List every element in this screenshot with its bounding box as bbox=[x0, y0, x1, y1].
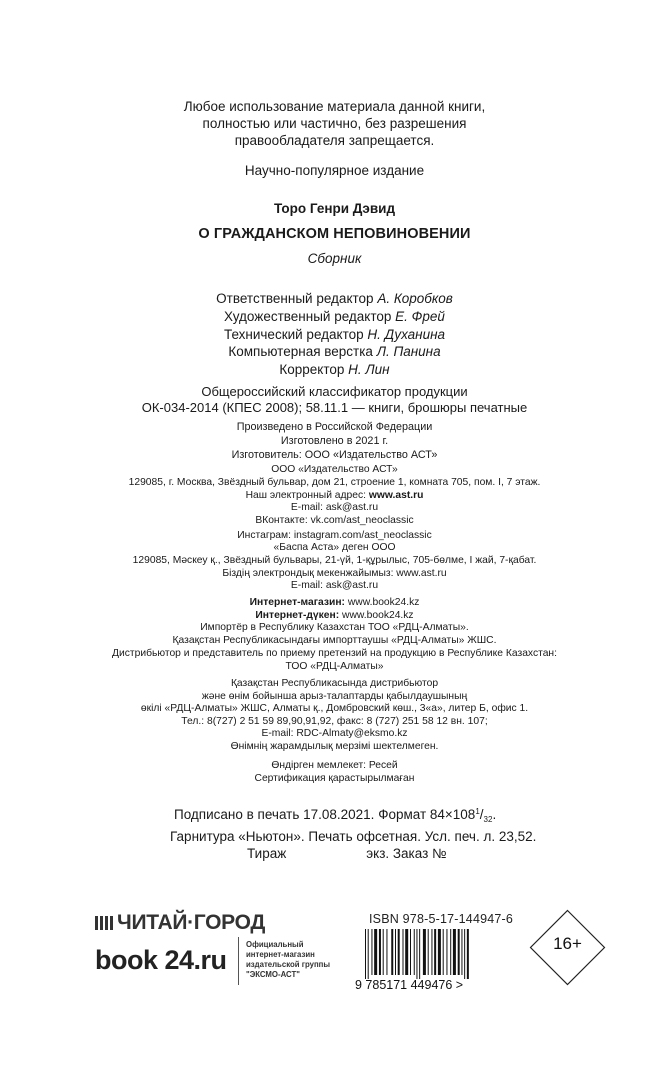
book24-logo: book 24.ru bbox=[95, 945, 227, 975]
internet-importer bbox=[0, 597, 669, 673]
logo-divider bbox=[238, 937, 239, 985]
copyright-notice bbox=[0, 98, 669, 149]
barcode-bar bbox=[379, 929, 381, 975]
barcode-bar bbox=[419, 929, 420, 979]
barcode-bar bbox=[450, 929, 451, 975]
barcode-digits: 9 785171 449476 > bbox=[355, 978, 464, 991]
barcode-bar bbox=[383, 929, 384, 975]
imprint-typeface: Гарнитура «Ньютон». Печать офсетная. Усл. печ. л. 23,52. bbox=[170, 829, 537, 844]
credits bbox=[0, 290, 669, 379]
book24-note: Официальный интернет-магазин издательской группы "ЭКСМО-АСТ" bbox=[246, 940, 331, 979]
barcode-bar bbox=[395, 929, 396, 975]
barcode-bar bbox=[410, 929, 411, 975]
distributor-line: Тел.: 8(727) 2 51 59 89,90,91,92, факс: 8 (727) 251 58 12 вн. 107; bbox=[181, 715, 488, 727]
importer-line: Дистрибьютор и представитель по приему претензий на продукцию в Республике Казахстан: bbox=[112, 647, 557, 659]
barcode-bar bbox=[428, 929, 429, 975]
barcode-bar bbox=[446, 929, 447, 975]
isbn: ISBN 978-5-17-144947-6 bbox=[369, 912, 514, 926]
barcode-bar bbox=[453, 929, 456, 975]
barcode-bar bbox=[391, 929, 393, 975]
chitai-gorod-mark-icon bbox=[95, 916, 113, 930]
barcode-bar bbox=[431, 929, 432, 975]
distributor-line: E-mail: RDC-Almaty@eksmo.kz bbox=[261, 728, 408, 740]
credit-art-editor: Художественный редактор Е. Фрей bbox=[224, 308, 445, 324]
distributor-line: Өнімнің жарамдылық мерзімі шектелмеген. bbox=[230, 740, 439, 752]
age-rating: 16+ bbox=[553, 934, 582, 953]
barcode-bar bbox=[443, 929, 444, 975]
distributor-line: және өнім бойынша арыз-талаптарды қабылдаушының bbox=[201, 690, 468, 702]
barcode-bar bbox=[458, 929, 460, 975]
origin-line: Өндірген мемлекет: Ресей bbox=[271, 760, 398, 771]
credit-layout: Компьютерная верстка Л. Панина bbox=[228, 344, 441, 360]
barcode-bar bbox=[398, 929, 400, 975]
origin-line: Сертификация қарастырылмаған bbox=[254, 772, 415, 784]
production-info bbox=[0, 420, 669, 462]
author: Торо Генри Дэвид bbox=[273, 201, 396, 216]
production-line: Произведено в Российской Федерации bbox=[236, 421, 433, 433]
credit-tech-editor: Технический редактор Н. Духанина bbox=[223, 326, 446, 342]
copyright-line: полностью или частично, без разрешения bbox=[202, 116, 467, 131]
production-line: Изготовитель: ООО «Издательство АСТ» bbox=[231, 449, 438, 461]
distributor-line: Қазақстан Республикасында дистрибьютор bbox=[230, 678, 439, 689]
copyright-line: Любое использование материала данной книги, bbox=[183, 99, 486, 114]
barcode-bar bbox=[423, 929, 426, 975]
barcode-icon bbox=[353, 929, 515, 991]
imprint-tirazh: Тираж экз. Заказ № bbox=[247, 846, 447, 861]
importer-line: Импортёр в Республику Казахстан ТОО «РДЦ-Алматы». bbox=[200, 622, 469, 634]
edition-type: Научно-популярное издание bbox=[244, 163, 425, 178]
publisher-kz-line: «Баспа Аста» деген ООО bbox=[273, 542, 396, 553]
barcode-bar bbox=[386, 929, 387, 975]
barcode-bar bbox=[368, 929, 369, 979]
publisher-kz bbox=[0, 542, 669, 593]
classifier-line: Общероссийский классификатор продукции bbox=[201, 384, 468, 399]
origin-info bbox=[0, 760, 669, 786]
importer-line: ТОО «РДЦ-Алматы» bbox=[285, 660, 384, 672]
publisher-name: ООО «Издательство АСТ» bbox=[271, 464, 398, 475]
importer-line: Қазақстан Республикасындағы импорттаушы «РДЦ-Алматы» ЖШС. bbox=[172, 635, 497, 647]
publisher-email: E-mail: ask@ast.ru bbox=[290, 502, 379, 514]
publisher-address: 129085, г. Москва, Звёздный бульвар, дом 21, строение 1, комната 705, пом. I, 7 этаж. bbox=[128, 476, 541, 488]
book-subtitle: Сборник bbox=[307, 251, 362, 266]
publisher-web: Наш электронный адрес: www.ast.ru bbox=[245, 489, 424, 501]
publisher-kz-line: E-mail: ask@ast.ru bbox=[290, 580, 379, 592]
barcode-bar bbox=[434, 929, 436, 975]
print-imprint bbox=[170, 803, 537, 862]
publisher-vk: ВКонтакте: vk.com/ast_neoclassic bbox=[255, 515, 414, 527]
credit-proofreader: Корректор Н. Лин bbox=[279, 362, 390, 378]
barcode-bar bbox=[374, 929, 377, 975]
book-title: О ГРАЖДАНСКОМ НЕПОВИНОВЕНИИ bbox=[198, 226, 471, 242]
barcode-bar bbox=[405, 929, 408, 975]
distributor-line: өкілі «РДЦ-Алматы» ЖШС, Алматы қ., Домбровский көш., 3«а», литер Б, офис 1. bbox=[140, 703, 529, 715]
barcode-bar bbox=[461, 929, 462, 975]
barcode-bar bbox=[416, 929, 417, 979]
publisher-instagram: Инстаграм: instagram.com/ast_neoclassic bbox=[237, 529, 432, 541]
imprint-signed: Подписано в печать 17.08.2021. Формат $84\times 108^1/_{32}$. bbox=[174, 807, 497, 824]
barcode-bar bbox=[464, 929, 465, 979]
distributor-kz bbox=[0, 678, 669, 754]
barcode-bar bbox=[371, 929, 372, 975]
publisher-kz-line: Біздің электрондық мекенжайымыз: www.ast.ru bbox=[222, 567, 447, 579]
classifier-line: ОК-034-2014 (КПЕС 2008); 58.11.1 — книги, брошюры печатные bbox=[141, 399, 528, 415]
publisher-kz-line: 129085, Мәскеу қ., Звёздный бульвары, 21-үй, 1-құрылыс, 705-бөлме, I жай, 7-қабат. bbox=[132, 554, 537, 566]
internet-dukeni: Интернет-дүкен: www.book24.kz bbox=[255, 609, 414, 621]
classifier bbox=[0, 384, 669, 415]
barcode-bar bbox=[403, 929, 404, 975]
internet-shop: Интернет-магазин: www.book24.kz bbox=[249, 597, 420, 608]
barcode-bar bbox=[467, 929, 469, 979]
barcode-bar bbox=[438, 929, 441, 975]
barcode-bar bbox=[414, 929, 415, 975]
publisher-ru bbox=[0, 464, 669, 543]
production-line: Изготовлено в 2021 г. bbox=[280, 435, 389, 447]
chitai-gorod-logo: ЧИТАЙ·ГОРОД bbox=[95, 910, 265, 936]
credit-editor: Ответственный редактор А. Коробков bbox=[216, 291, 453, 306]
copyright-line: правообладателя запрещается. bbox=[234, 133, 435, 148]
barcode-bar bbox=[365, 929, 366, 979]
